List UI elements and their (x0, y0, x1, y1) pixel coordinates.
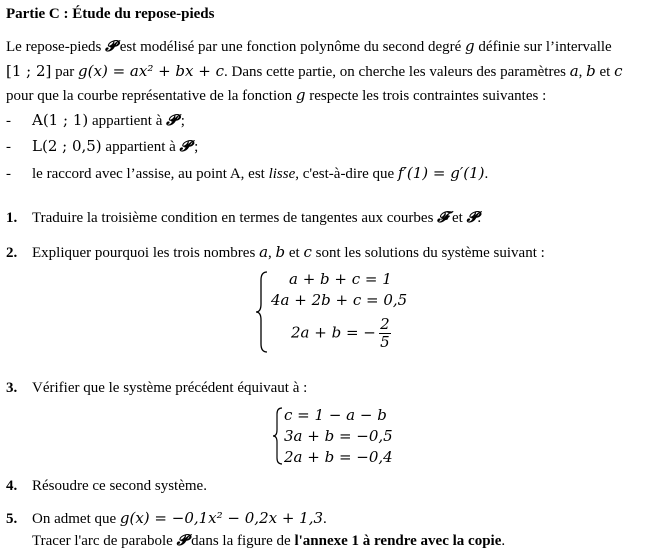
question-number: 3. (6, 380, 18, 396)
question-number: 2. (6, 245, 18, 261)
fraction-denominator: 5 (380, 333, 390, 351)
section-title: Partie C : Étude du repose-pieds (6, 6, 215, 22)
system1-equation-3 (291, 316, 391, 351)
param-a: a (569, 62, 579, 80)
point-l: L(2 ; 0,5) (32, 137, 102, 155)
system2-equation-1: c = 1 − a − b (284, 406, 387, 424)
intro-text: définie sur l’intervalle (474, 39, 612, 55)
constraint-text: le raccord avec l’assise, au point A, est (32, 166, 269, 182)
word-lisse: lisse (268, 166, 296, 182)
equation-system-1 (255, 268, 425, 358)
question-number: 1. (6, 210, 18, 226)
question-text: Vérifier que le système précédent équivaut à : (32, 380, 308, 396)
point-a: A(1 ; 1) (32, 111, 89, 129)
question-text: Expliquer pourquoi les trois nombres (32, 245, 260, 261)
intro-text: respecte les trois contraintes suivantes : (305, 88, 547, 104)
question-5 (6, 508, 327, 529)
conjunction: et (595, 64, 615, 80)
intro-text: pour que la courbe représentative de la fonction (6, 88, 296, 104)
question-text: Résoudre ce second système. (32, 478, 207, 494)
constraint-item (6, 163, 488, 184)
question-number: 4. (6, 478, 18, 494)
separator: , (578, 64, 587, 80)
constraint-item (6, 136, 198, 157)
formula-g-admitted: g(x) = −0,1x² − 0,2x + 1,3 (119, 509, 324, 527)
constraint-text: appartient à (101, 139, 180, 155)
question-5-line-2 (32, 530, 505, 551)
system2-equation-2: 3a + b = −0,5 (284, 427, 393, 445)
question-text: On admet que (32, 511, 120, 527)
curve-p-symbol: 𝓟 (176, 531, 188, 549)
intro-line-3 (6, 85, 546, 106)
fraction-numerator: 2 (380, 315, 390, 333)
conjunction: et (285, 245, 304, 261)
constraint-item (6, 110, 185, 131)
question-end: . (501, 533, 506, 549)
bullet-dash: - (6, 166, 11, 182)
curve-p-symbol: 𝓟 (166, 111, 177, 129)
system1-equation-1: a + b + c = 1 (289, 270, 392, 288)
derivative-equation: f′(1) = g′(1) (397, 164, 485, 182)
question-2 (6, 242, 545, 263)
question-end: . (323, 511, 327, 527)
curve-p-symbol: 𝓟 (179, 137, 191, 155)
curve-p-symbol: 𝓟 (466, 208, 478, 226)
question-end: . (477, 210, 482, 226)
question-4 (6, 476, 207, 496)
interval: [1 ; 2] (6, 62, 52, 80)
fraction (379, 316, 391, 351)
param-a: a (259, 243, 269, 261)
left-brace-icon (255, 270, 269, 354)
param-c: c (614, 62, 623, 80)
question-1 (6, 207, 481, 228)
bullet-dash: - (6, 139, 11, 155)
conjunction: et (448, 210, 467, 226)
left-brace-icon (272, 407, 284, 465)
param-b: b (586, 62, 596, 80)
separator: , (268, 245, 276, 261)
function-g: g (295, 86, 306, 104)
intro-text: Le repose-pieds (6, 39, 106, 55)
function-g: g (465, 37, 475, 55)
curve-f-symbol: 𝓕 (437, 208, 449, 226)
intro-text: est modélisé par une fonction polynôme du second degré (115, 39, 466, 55)
question-number: 5. (6, 511, 18, 527)
annex-reference: l'annexe 1 à rendre avec la copie (294, 533, 502, 549)
intro-text: . Dans cette partie, on cherche les valeurs des paramètres (224, 64, 570, 80)
constraint-end: . (484, 166, 489, 182)
constraint-text: appartient à (88, 113, 167, 129)
param-c: c (303, 243, 312, 261)
formula-g: g(x) = ax² + bx + c (78, 62, 225, 80)
question-text: sont les solutions du système suivant : (311, 245, 545, 261)
curve-p-symbol: 𝓟 (105, 37, 116, 55)
constraint-text: , c'est-à-dire que (295, 166, 398, 182)
question-3 (6, 378, 307, 398)
constraint-end: ; (190, 139, 199, 155)
constraint-end: ; (176, 113, 185, 129)
question-text: Tracer l'arc de parabole (32, 533, 177, 549)
equation-system-2 (272, 405, 412, 467)
intro-line-2 (6, 61, 623, 82)
intro-line-1 (6, 36, 612, 57)
bullet-dash: - (6, 113, 11, 129)
equation-left: 2a + b = − (291, 323, 376, 342)
intro-text: par (51, 64, 79, 80)
question-text: dans la figure de (187, 533, 295, 549)
question-text: Traduire la troisième condition en termes de tangentes aux courbes (32, 210, 438, 226)
system1-equation-2: 4a + 2b + c = 0,5 (271, 291, 408, 309)
system2-equation-3: 2a + b = −0,4 (284, 448, 393, 466)
param-b: b (275, 243, 286, 261)
